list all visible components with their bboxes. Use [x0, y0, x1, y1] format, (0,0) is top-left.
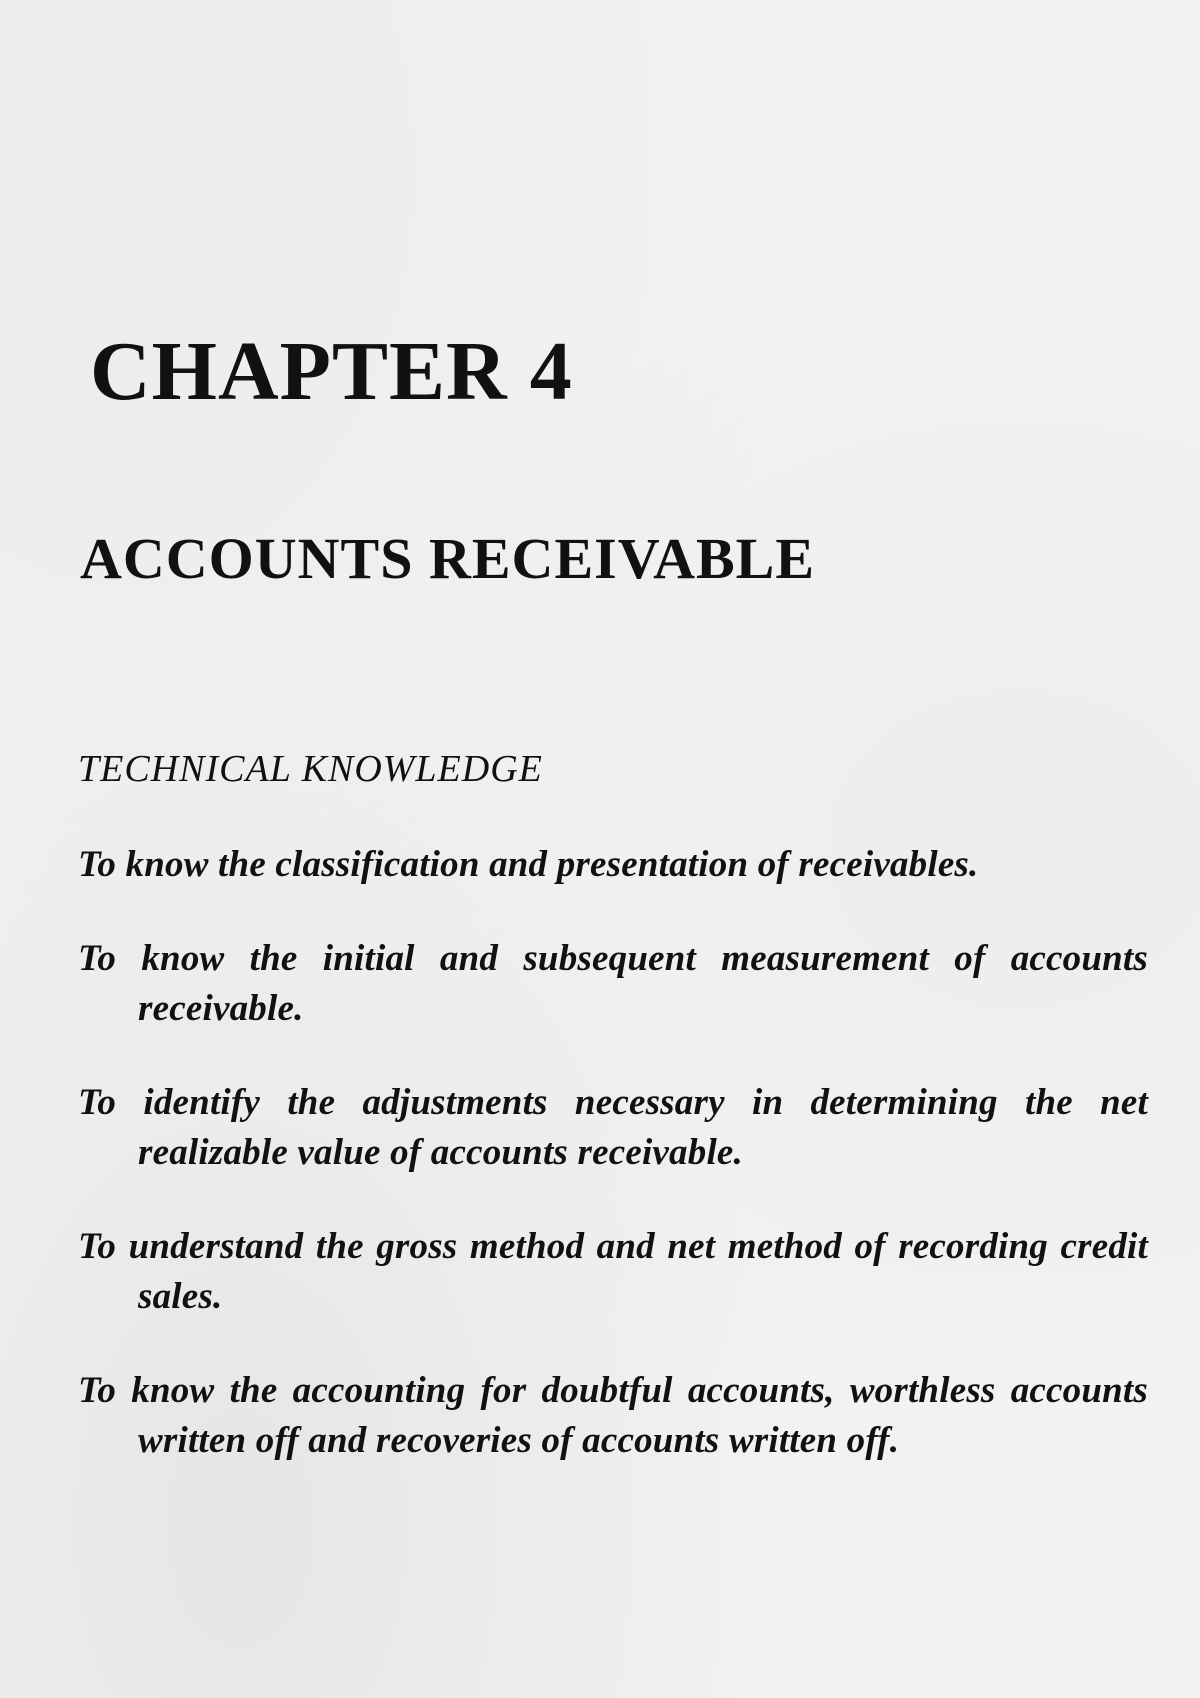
objective-item: To know the initial and subsequent measurement of accounts receivable. — [78, 938, 1148, 1029]
objective-item: To know the classification and presentation of receivables. — [78, 844, 979, 885]
objective-item: To identify the adjustments necessary in determining the net realizable value of accounts receivable. — [78, 1082, 1148, 1173]
chapter-title: ACCOUNTS RECEIVABLE — [80, 526, 816, 591]
section-heading: TECHNICAL KNOWLEDGE — [78, 748, 543, 790]
objective-item: To understand the gross method and net method of recording credit sales. — [78, 1226, 1148, 1317]
objective-item: To know the accounting for doubtful accounts, worthless accounts written off and recoveries of accounts written off. — [78, 1370, 1148, 1461]
objectives-list — [78, 840, 1148, 1510]
chapter-heading: CHAPTER 4 — [90, 325, 573, 418]
